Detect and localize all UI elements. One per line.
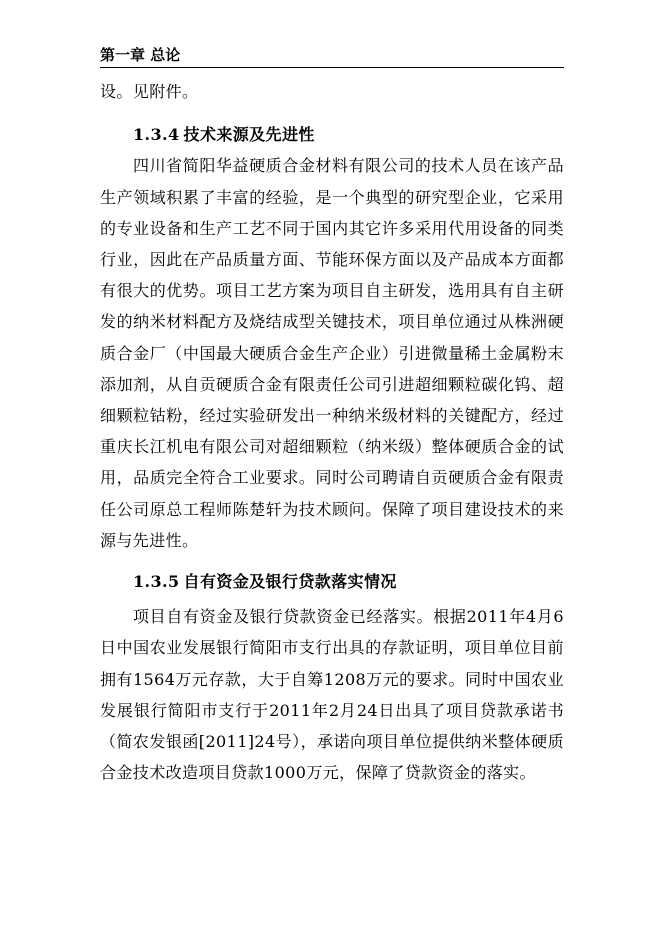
header-rule xyxy=(100,67,564,68)
section-135-paragraph: 项目自有资金及银行贷款资金已经落实。根据2011年4月6日中国农业发展银行简阳市支行出具的存款证明，项目单位目前拥有1564万元存款，大于自筹1208万元的要求。同时中国农业发展银行简阳市支行于2011年2月24日出具了项目贷款承诺书（简农发银函[2011]24号），承诺向项目单位提供纳米整体硬质合金技术改造项目贷款1000万元，保障了贷款资金的落实。 xyxy=(100,607,564,783)
section-134-title: 技术来源及先进性 xyxy=(183,125,315,145)
section-134-heading xyxy=(100,119,564,150)
document-body xyxy=(100,76,564,788)
section-134-paragraph: 四川省简阳华益硬质合金材料有限公司的技术人员在该产品生产领域积累了丰富的经验，是一个典型的研究型企业，它采用的专业设备和生产工艺不同于国内其它许多采用代用设备的同类行业，因此在产品质量方面、节能环保方面以及产品成本方面都有很大的优势。项目工艺方案为项目自主研发，选用具有自主研发的纳米材料配方及烧结成型关键技术，项目单位通过从株洲硬质合金厂（中国最大硬质合金生产企业）引进微量稀土金属粉末添加剂，从自贡硬质合金有限责任公司引进超细颗粒碳化钨、超细颗粒钴粉，经过实验研发出一种纳米级材料的关键配方，经过重庆长江机电有限公司对超细颗粒（纳米级）整体硬质合金的试用，品质完全符合工业要求。同时公司聘请自贡硬质合金有限责任公司原总工程师陈楚轩为技术顾问。保障了项目建设技术的来源与先进性。 xyxy=(100,156,564,550)
section-135-number: 1.3.5 xyxy=(133,572,180,592)
section-135-title: 自有资金及银行贷款落实情况 xyxy=(183,572,397,592)
section-134-number: 1.3.4 xyxy=(133,125,180,145)
running-header-chapter: 第一章 总论 xyxy=(100,46,181,64)
intro-line: 设。见附件。 xyxy=(100,82,199,101)
section-135-heading xyxy=(100,566,564,597)
